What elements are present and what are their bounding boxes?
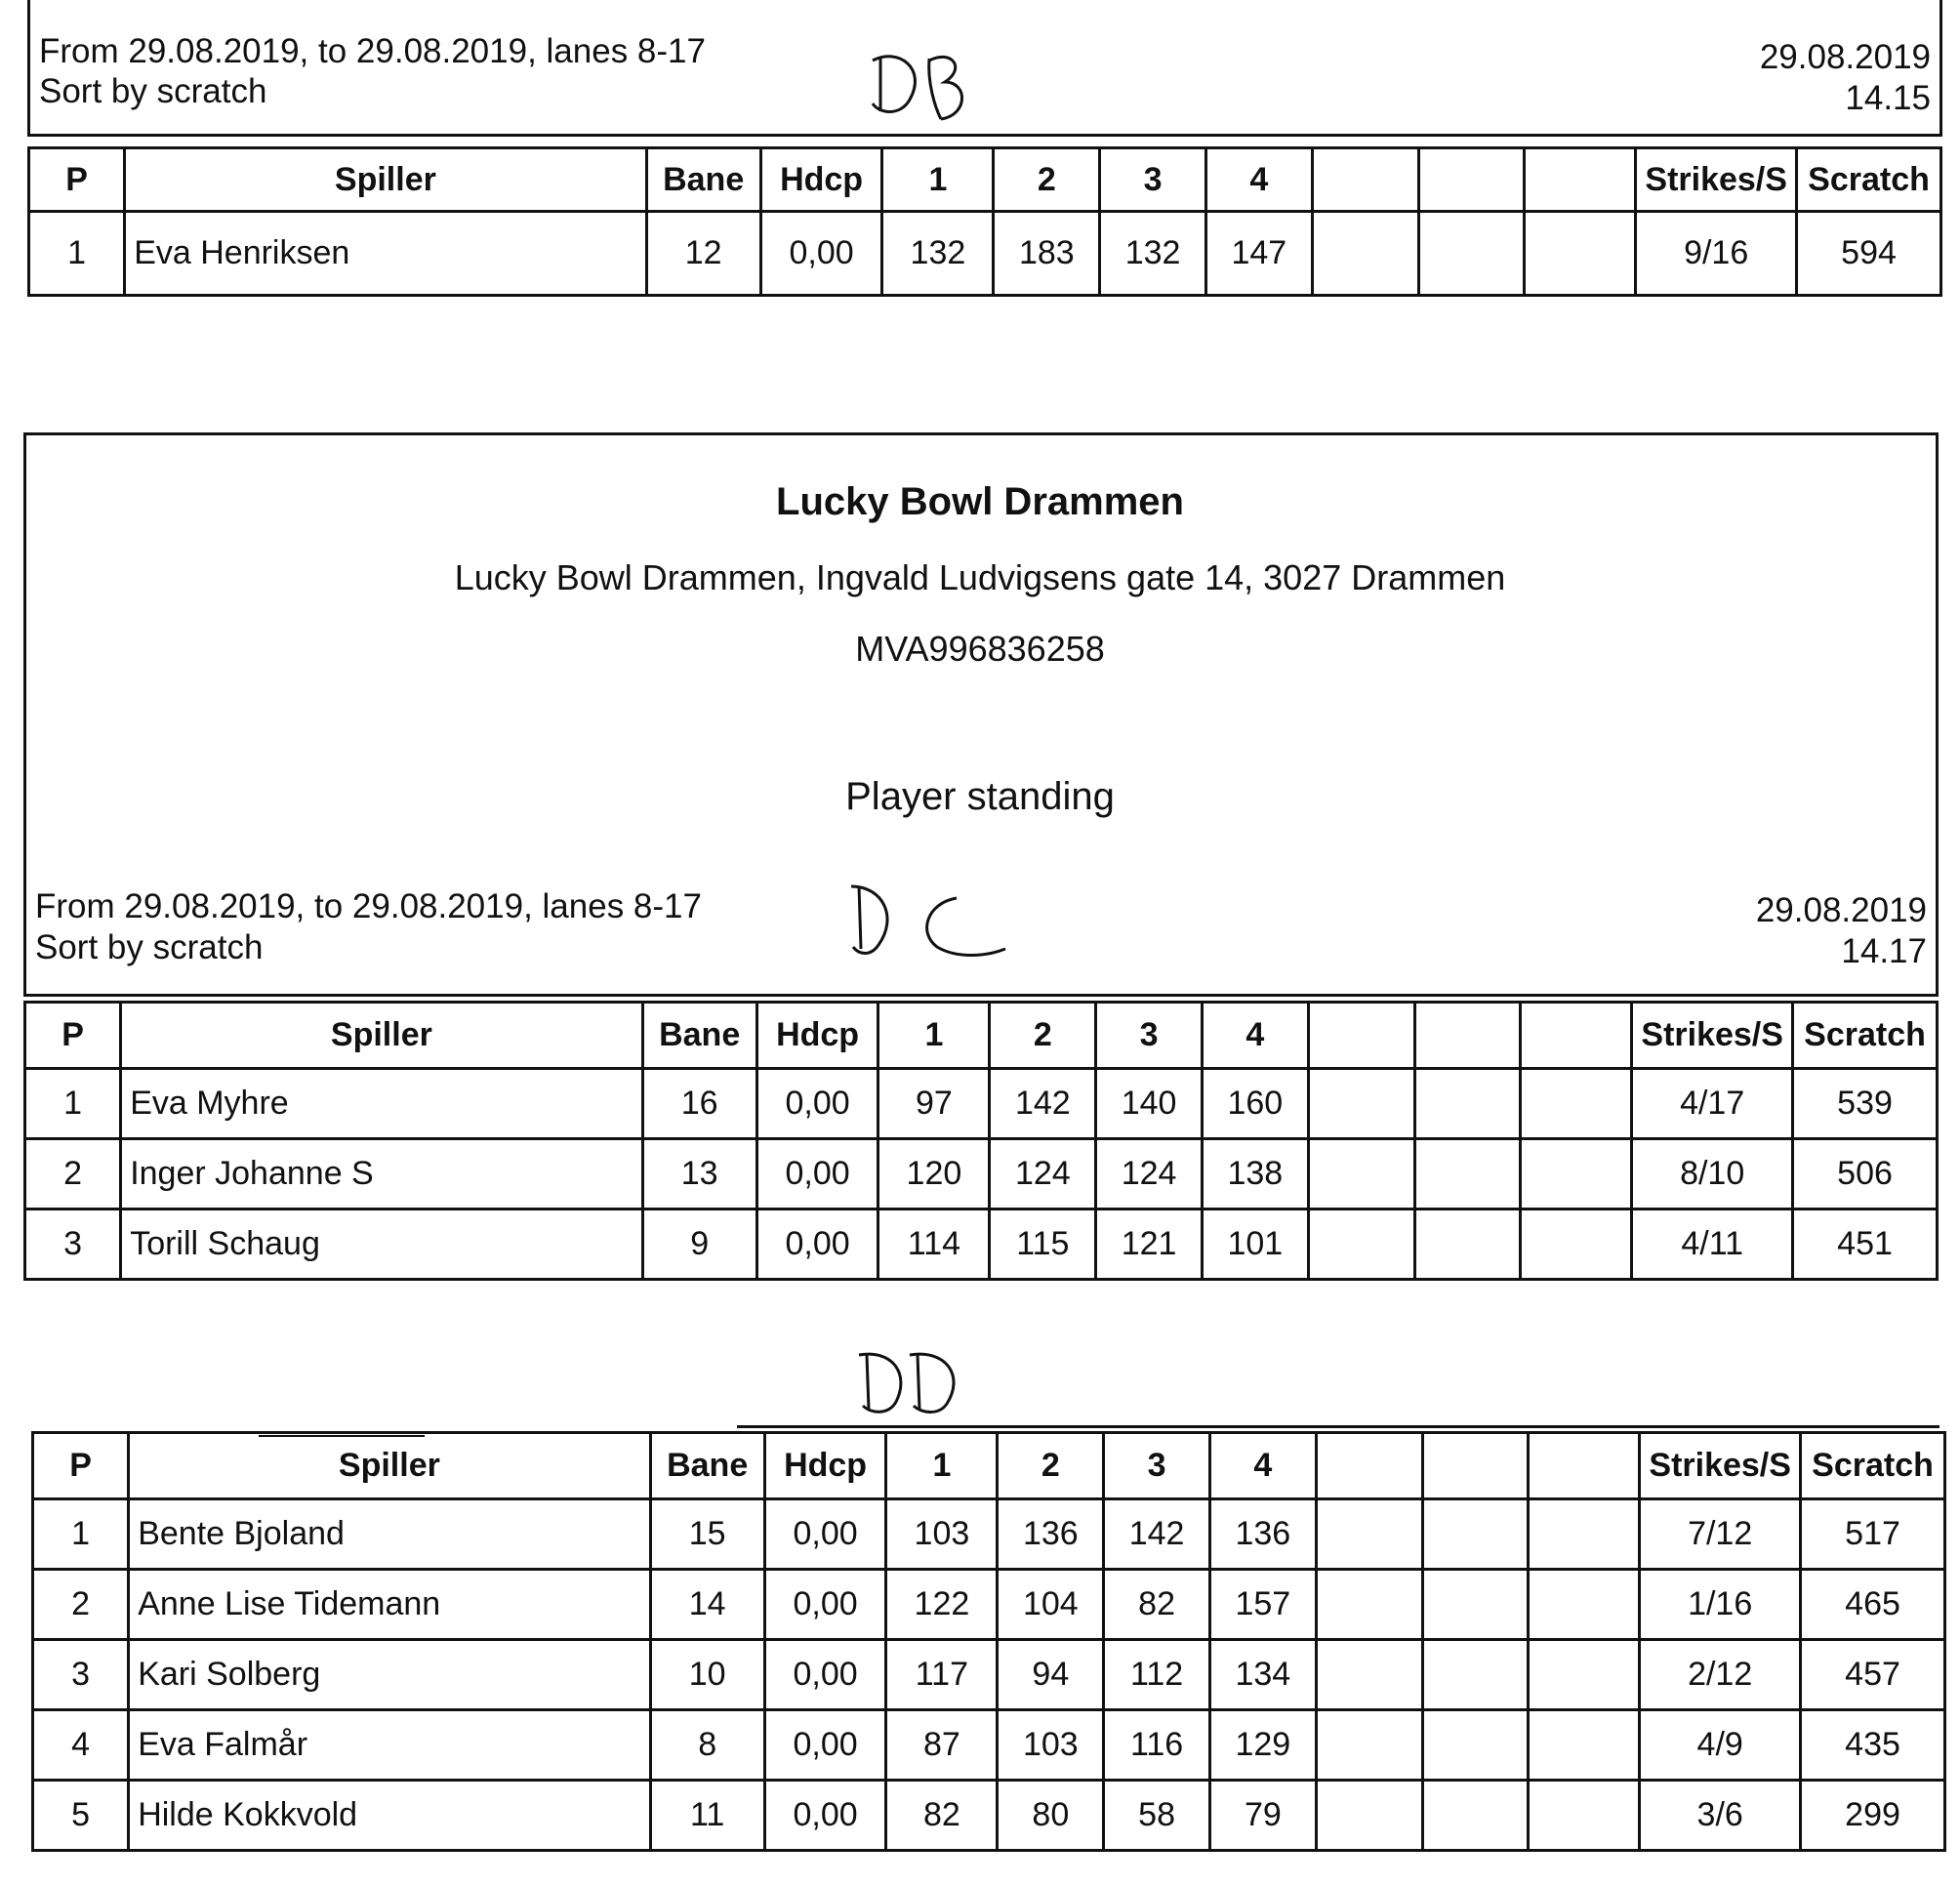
cell-position: 2: [25, 1139, 121, 1210]
col-header-scratch: Scratch: [1801, 1433, 1945, 1499]
cell-game-3: 58: [1104, 1781, 1210, 1851]
cell-handicap: 0,00: [764, 1570, 886, 1640]
col-header-game-1: 1: [882, 148, 994, 212]
cell-game-1: 82: [886, 1781, 998, 1851]
cell-empty: [1414, 1069, 1521, 1139]
col-header-hdcp: Hdcp: [756, 1003, 878, 1069]
cell-player-name: Anne Lise Tidemann: [129, 1570, 650, 1640]
cell-lane: 11: [650, 1781, 764, 1851]
cell-strikes: 4/11: [1632, 1210, 1793, 1280]
cell-empty: [1418, 212, 1525, 296]
table-row: [33, 1781, 1945, 1851]
cell-game-3: 132: [1100, 212, 1206, 296]
cell-strikes: 1/16: [1640, 1570, 1801, 1640]
col-header-spiller: Spiller: [129, 1433, 650, 1499]
col-header-hdcp: Hdcp: [760, 148, 882, 212]
cell-empty: [1316, 1499, 1422, 1570]
cell-game-4: 136: [1209, 1499, 1316, 1570]
cell-position: 3: [33, 1640, 129, 1710]
cell-strikes: 3/6: [1640, 1781, 1801, 1851]
cell-handicap: 0,00: [756, 1139, 878, 1210]
cell-strikes: 9/16: [1636, 212, 1797, 296]
cell-handicap: 0,00: [760, 212, 882, 296]
section-b-table: [23, 1001, 1939, 1281]
cell-handicap: 0,00: [764, 1499, 886, 1570]
section-a-info-line2: Sort by scratch: [39, 72, 267, 110]
col-header-spiller: Spiller: [121, 1003, 642, 1069]
report-title: Player standing: [845, 775, 1115, 818]
cell-game-2: 104: [998, 1570, 1104, 1640]
cell-lane: 15: [650, 1499, 764, 1570]
cell-scratch: 457: [1801, 1640, 1945, 1710]
cell-empty: [1308, 1069, 1414, 1139]
cell-empty: [1529, 1710, 1640, 1781]
cell-empty: [1422, 1640, 1529, 1710]
cell-game-1: 97: [878, 1069, 990, 1139]
col-header-game-1: 1: [878, 1003, 990, 1069]
col-header-game-2: 2: [990, 1003, 1096, 1069]
cell-player-name: Hilde Kokkvold: [129, 1781, 650, 1851]
cell-handicap: 0,00: [756, 1210, 878, 1280]
handwritten-initials-db: [859, 39, 986, 127]
col-header-game-4: 4: [1209, 1433, 1316, 1499]
cell-handicap: 0,00: [764, 1640, 886, 1710]
cell-lane: 12: [646, 212, 760, 296]
cell-position: 4: [33, 1710, 129, 1781]
cell-game-3: 82: [1104, 1570, 1210, 1640]
col-header-p: P: [29, 148, 125, 212]
col-header-empty: [1308, 1003, 1414, 1069]
section-a-date: 29.08.2019: [1759, 38, 1931, 76]
cell-empty: [1308, 1139, 1414, 1210]
cell-player-name: Eva Henriksen: [125, 212, 646, 296]
col-header-bane: Bane: [642, 1003, 756, 1069]
venue-address: Lucky Bowl Drammen, Ingvald Ludvigsens gate 14, 3027 Drammen: [454, 557, 1506, 597]
cell-player-name: Torill Schaug: [121, 1210, 642, 1280]
cell-scratch: 451: [1793, 1210, 1938, 1280]
cell-game-3: 140: [1096, 1069, 1203, 1139]
cell-empty: [1422, 1710, 1529, 1781]
cell-game-1: 122: [886, 1570, 998, 1640]
cell-game-2: 124: [990, 1139, 1096, 1210]
col-header-game-1: 1: [886, 1433, 998, 1499]
cell-empty: [1521, 1069, 1632, 1139]
cell-game-2: 136: [998, 1499, 1104, 1570]
cell-game-1: 103: [886, 1499, 998, 1570]
cell-game-4: 79: [1209, 1781, 1316, 1851]
col-header-hdcp: Hdcp: [764, 1433, 886, 1499]
cell-game-2: 142: [990, 1069, 1096, 1139]
table-header-row: [33, 1433, 1945, 1499]
cell-position: 3: [25, 1210, 121, 1280]
col-header-empty: [1521, 1003, 1632, 1069]
cell-player-name: Eva Falmår: [129, 1710, 650, 1781]
cell-scratch: 465: [1801, 1570, 1945, 1640]
cell-game-1: 132: [882, 212, 994, 296]
table-row: [33, 1570, 1945, 1640]
cell-game-2: 103: [998, 1710, 1104, 1781]
cell-position: 1: [25, 1069, 121, 1139]
cell-player-name: Bente Bjoland: [129, 1499, 650, 1570]
cell-strikes: 4/17: [1632, 1069, 1793, 1139]
table-row: [25, 1069, 1938, 1139]
cell-strikes: 7/12: [1640, 1499, 1801, 1570]
cell-empty: [1529, 1499, 1640, 1570]
cell-empty: [1521, 1210, 1632, 1280]
section-a-info-line1: From 29.08.2019, to 29.08.2019, lanes 8-17: [39, 32, 706, 70]
col-header-game-4: 4: [1205, 148, 1312, 212]
cell-empty: [1525, 212, 1636, 296]
cell-game-4: 101: [1202, 1210, 1308, 1280]
cell-game-4: 138: [1202, 1139, 1308, 1210]
col-header-p: P: [25, 1003, 121, 1069]
cell-empty: [1414, 1210, 1521, 1280]
col-header-empty: [1312, 148, 1418, 212]
cell-empty: [1529, 1640, 1640, 1710]
cell-scratch: 435: [1801, 1710, 1945, 1781]
col-header-game-4: 4: [1202, 1003, 1308, 1069]
section-b-time: 14.17: [1841, 932, 1927, 970]
cell-lane: 16: [642, 1069, 756, 1139]
cell-empty: [1521, 1139, 1632, 1210]
cell-lane: 14: [650, 1570, 764, 1640]
col-header-scratch: Scratch: [1793, 1003, 1938, 1069]
cell-lane: 10: [650, 1640, 764, 1710]
col-header-bane: Bane: [646, 148, 760, 212]
cell-lane: 8: [650, 1710, 764, 1781]
col-header-strikes: Strikes/S: [1640, 1433, 1801, 1499]
cell-scratch: 539: [1793, 1069, 1938, 1139]
cell-scratch: 594: [1797, 212, 1941, 296]
col-header-empty: [1525, 148, 1636, 212]
divider-line: [737, 1425, 1940, 1428]
table-header-row: [29, 148, 1941, 212]
cell-empty: [1316, 1570, 1422, 1640]
cell-game-4: 147: [1205, 212, 1312, 296]
cell-game-3: 142: [1104, 1499, 1210, 1570]
cell-empty: [1414, 1139, 1521, 1210]
table-row: [33, 1640, 1945, 1710]
col-header-game-3: 3: [1104, 1433, 1210, 1499]
section-b-info-line2: Sort by scratch: [35, 928, 264, 966]
venue-name: Lucky Bowl Drammen: [776, 480, 1184, 523]
cell-empty: [1316, 1710, 1422, 1781]
col-header-empty: [1529, 1433, 1640, 1499]
table-header-row: [25, 1003, 1938, 1069]
cell-handicap: 0,00: [764, 1781, 886, 1851]
col-header-game-3: 3: [1096, 1003, 1203, 1069]
handwritten-initials-dc: [839, 879, 1015, 966]
cell-handicap: 0,00: [756, 1069, 878, 1139]
cell-game-4: 160: [1202, 1069, 1308, 1139]
col-header-empty: [1422, 1433, 1529, 1499]
cell-game-1: 120: [878, 1139, 990, 1210]
section-a-table: [27, 146, 1942, 297]
cell-position: 2: [33, 1570, 129, 1640]
cell-scratch: 517: [1801, 1499, 1945, 1570]
cell-handicap: 0,00: [764, 1710, 886, 1781]
cell-strikes: 4/9: [1640, 1710, 1801, 1781]
cell-player-name: Eva Myhre: [121, 1069, 642, 1139]
cell-scratch: 506: [1793, 1139, 1938, 1210]
col-header-game-3: 3: [1100, 148, 1206, 212]
cell-game-3: 124: [1096, 1139, 1203, 1210]
venue-mva: MVA996836258: [855, 629, 1105, 669]
cell-game-4: 129: [1209, 1710, 1316, 1781]
col-header-empty: [1316, 1433, 1422, 1499]
cell-game-4: 157: [1209, 1570, 1316, 1640]
cell-empty: [1422, 1499, 1529, 1570]
section-a-time: 14.15: [1845, 79, 1931, 117]
col-header-empty: [1414, 1003, 1521, 1069]
cell-game-3: 112: [1104, 1640, 1210, 1710]
cell-position: 1: [33, 1499, 129, 1570]
cell-empty: [1422, 1781, 1529, 1851]
cell-strikes: 8/10: [1632, 1139, 1793, 1210]
section-b-date: 29.08.2019: [1755, 891, 1927, 929]
cell-game-2: 80: [998, 1781, 1104, 1851]
cell-game-2: 94: [998, 1640, 1104, 1710]
cell-game-1: 87: [886, 1710, 998, 1781]
cell-lane: 9: [642, 1210, 756, 1280]
table-row: [33, 1499, 1945, 1570]
cell-strikes: 2/12: [1640, 1640, 1801, 1710]
cell-empty: [1529, 1570, 1640, 1640]
cell-game-1: 117: [886, 1640, 998, 1710]
cell-game-1: 114: [878, 1210, 990, 1280]
col-header-bane: Bane: [650, 1433, 764, 1499]
cell-game-4: 134: [1209, 1640, 1316, 1710]
cell-empty: [1316, 1640, 1422, 1710]
col-header-p: P: [33, 1433, 129, 1499]
cell-player-name: Inger Johanne S: [121, 1139, 642, 1210]
cell-game-3: 116: [1104, 1710, 1210, 1781]
section-b-info-line1: From 29.08.2019, to 29.08.2019, lanes 8-17: [35, 887, 702, 925]
col-header-empty: [1418, 148, 1525, 212]
cell-game-3: 121: [1096, 1210, 1203, 1280]
col-header-game-2: 2: [998, 1433, 1104, 1499]
cell-lane: 13: [642, 1139, 756, 1210]
cell-empty: [1316, 1781, 1422, 1851]
cell-game-2: 183: [994, 212, 1100, 296]
cell-player-name: Kari Solberg: [129, 1640, 650, 1710]
table-row: [33, 1710, 1945, 1781]
cell-scratch: 299: [1801, 1781, 1945, 1851]
col-header-strikes: Strikes/S: [1636, 148, 1797, 212]
table-row: [25, 1210, 1938, 1280]
section-c-table: [31, 1431, 1946, 1852]
cell-game-2: 115: [990, 1210, 1096, 1280]
cell-position: 5: [33, 1781, 129, 1851]
cell-empty: [1308, 1210, 1414, 1280]
cell-empty: [1422, 1570, 1529, 1640]
handwritten-initials-dd: [849, 1345, 976, 1423]
col-header-strikes: Strikes/S: [1632, 1003, 1793, 1069]
cell-empty: [1312, 212, 1418, 296]
col-header-game-2: 2: [994, 148, 1100, 212]
col-header-scratch: Scratch: [1797, 148, 1941, 212]
table-row: [25, 1139, 1938, 1210]
table-row: [29, 212, 1941, 296]
cell-empty: [1529, 1781, 1640, 1851]
col-header-spiller: Spiller: [125, 148, 646, 212]
cell-position: 1: [29, 212, 125, 296]
